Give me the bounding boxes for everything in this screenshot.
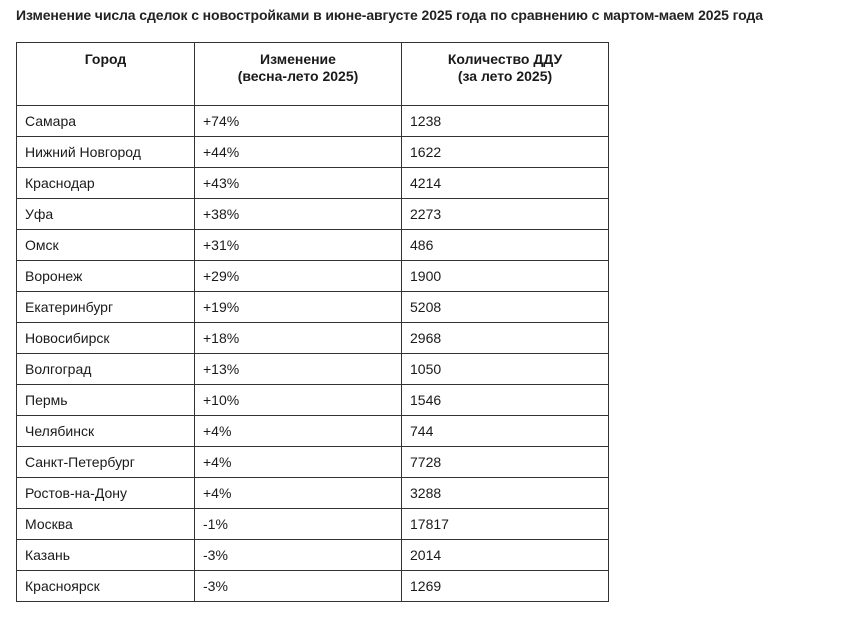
cell-count: 1546: [402, 385, 609, 416]
cell-count: 1622: [402, 137, 609, 168]
cell-city: Челябинск: [17, 416, 195, 447]
cell-city: Пермь: [17, 385, 195, 416]
cell-count: 3288: [402, 478, 609, 509]
table-row: [17, 137, 609, 168]
cell-count: 1900: [402, 261, 609, 292]
cell-change: +19%: [195, 292, 402, 323]
header-city: [17, 43, 195, 106]
cell-change: +74%: [195, 106, 402, 137]
table-row: [17, 261, 609, 292]
cell-count: 1269: [402, 571, 609, 602]
cell-city: Воронеж: [17, 261, 195, 292]
header-change-line2: (весна-лето 2025): [237, 68, 359, 84]
header-count-line2: (за лето 2025): [457, 68, 553, 84]
cell-change: +31%: [195, 230, 402, 261]
cell-city: Казань: [17, 540, 195, 571]
table-body: [17, 106, 609, 602]
cell-count: 2014: [402, 540, 609, 571]
header-count-line1: Количество ДДУ: [447, 51, 563, 67]
cell-city: Нижний Новгород: [17, 137, 195, 168]
cell-city: Уфа: [17, 199, 195, 230]
cell-city: Москва: [17, 509, 195, 540]
cell-count: 7728: [402, 447, 609, 478]
cell-count: 2968: [402, 323, 609, 354]
table-row: [17, 292, 609, 323]
cell-change: +18%: [195, 323, 402, 354]
cell-count: 4214: [402, 168, 609, 199]
cell-count: 1050: [402, 354, 609, 385]
cell-city: Волгоград: [17, 354, 195, 385]
cell-count: 1238: [402, 106, 609, 137]
table-row: [17, 385, 609, 416]
cell-count: 5208: [402, 292, 609, 323]
cell-change: +10%: [195, 385, 402, 416]
header-count: [402, 43, 609, 106]
cell-change: +43%: [195, 168, 402, 199]
table-header-row: [17, 43, 609, 106]
cell-city: Красноярск: [17, 571, 195, 602]
table-row: [17, 168, 609, 199]
cell-change: +13%: [195, 354, 402, 385]
cell-change: +44%: [195, 137, 402, 168]
cell-change: +4%: [195, 447, 402, 478]
table-row: [17, 199, 609, 230]
table-row: [17, 354, 609, 385]
cell-change: +29%: [195, 261, 402, 292]
cell-change: -1%: [195, 509, 402, 540]
cell-city: Краснодар: [17, 168, 195, 199]
cell-change: -3%: [195, 540, 402, 571]
table-row: [17, 323, 609, 354]
cell-change: -3%: [195, 571, 402, 602]
page-title: Изменение числа сделок с новостройками в июне-августе 2025 года по сравнению с мартом-маем 2025 года: [16, 7, 763, 23]
table-row: [17, 478, 609, 509]
cell-city: Екатеринбург: [17, 292, 195, 323]
header-change: [195, 43, 402, 106]
cell-change: +38%: [195, 199, 402, 230]
cell-change: +4%: [195, 478, 402, 509]
cell-city: Самара: [17, 106, 195, 137]
cell-city: Ростов-на-Дону: [17, 478, 195, 509]
header-change-line1: Изменение: [260, 51, 336, 67]
cell-count: 744: [402, 416, 609, 447]
table-row: [17, 540, 609, 571]
data-table: [16, 42, 609, 602]
table-row: [17, 571, 609, 602]
cell-change: +4%: [195, 416, 402, 447]
table-row: [17, 106, 609, 137]
cell-count: 17817: [402, 509, 609, 540]
table-row: [17, 416, 609, 447]
header-city-line1: Город: [84, 51, 127, 67]
cell-count: 2273: [402, 199, 609, 230]
table-row: [17, 509, 609, 540]
cell-city: Новосибирск: [17, 323, 195, 354]
cell-count: 486: [402, 230, 609, 261]
table-row: [17, 230, 609, 261]
cell-city: Омск: [17, 230, 195, 261]
cell-city: Санкт-Петербург: [17, 447, 195, 478]
table-row: [17, 447, 609, 478]
